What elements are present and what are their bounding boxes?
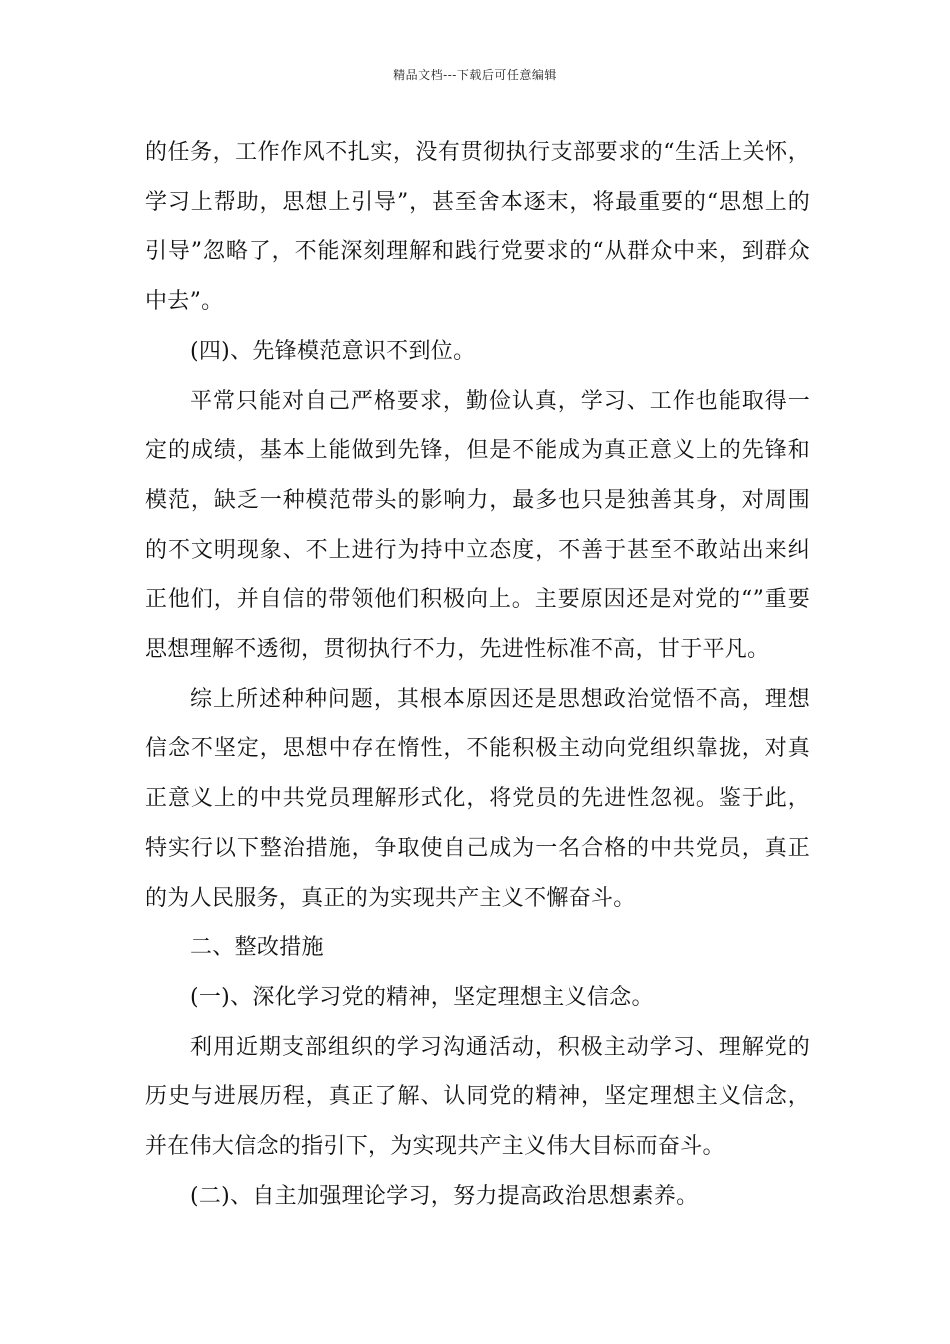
- section-heading-1: (一)、深化学习党的精神，坚定理想主义信念。: [190, 984, 654, 1010]
- document-body: [145, 128, 810, 1221]
- paragraph-study: 利用近期支部组织的学习沟通活动，积极主动学习、理解党的历史与进展历程，真正了解、认同党的精神，坚定理想主义信念，并在伟大信念的指引下，为实现共产主义伟大目标而奋斗。: [145, 1034, 810, 1160]
- section-heading-4: (四)、先锋模范意识不到位。: [190, 338, 476, 364]
- paragraph-vanguard: 平常只能对自己严格要求，勤俭认真，学习、工作也能取得一定的成绩，基本上能做到先锋，但是不能成为真正意义上的先锋和模范，缺乏一种模范带头的影响力，最多也只是独善其身，对周围的不文明现象、不上进行为持中立态度，不善于甚至不敢站出来纠正他们，并自信的带领他们积极向上。主要原因还是对党的“”重要思想理解不透彻，贯彻执行不力，先进性标准不高，甘于平凡。: [145, 388, 810, 663]
- paragraph-summary: 综上所述种种问题，其根本原因还是思想政治觉悟不高，理想信念不坚定，思想中存在惰性，不能积极主动向党组织靠拢，对真正意义上的中共党员理解形式化，将党员的先进性忽视。鉴于此，特实行以下整治措施，争取使自己成为一名合格的中共党员，真正的为人民服务，真正的为实现共产主义不懈奋斗。: [145, 686, 810, 911]
- section-heading-measures: 二、整改措施: [190, 935, 324, 961]
- section-heading-2: (二)、自主加强理论学习，努力提高政治思想素养。: [190, 1183, 699, 1209]
- paragraph-continuation: 的任务，工作作风不扎实，没有贯彻执行支部要求的“生活上关怀，学习上帮助，思想上引导”，甚至舍本逐末，将最重要的“思想上的引导”忽略了，不能深刻理解和践行党要求的“从群众中来，到群众中去”。: [145, 140, 810, 315]
- page-header: 精品文档---下载后可任意编辑: [393, 68, 557, 82]
